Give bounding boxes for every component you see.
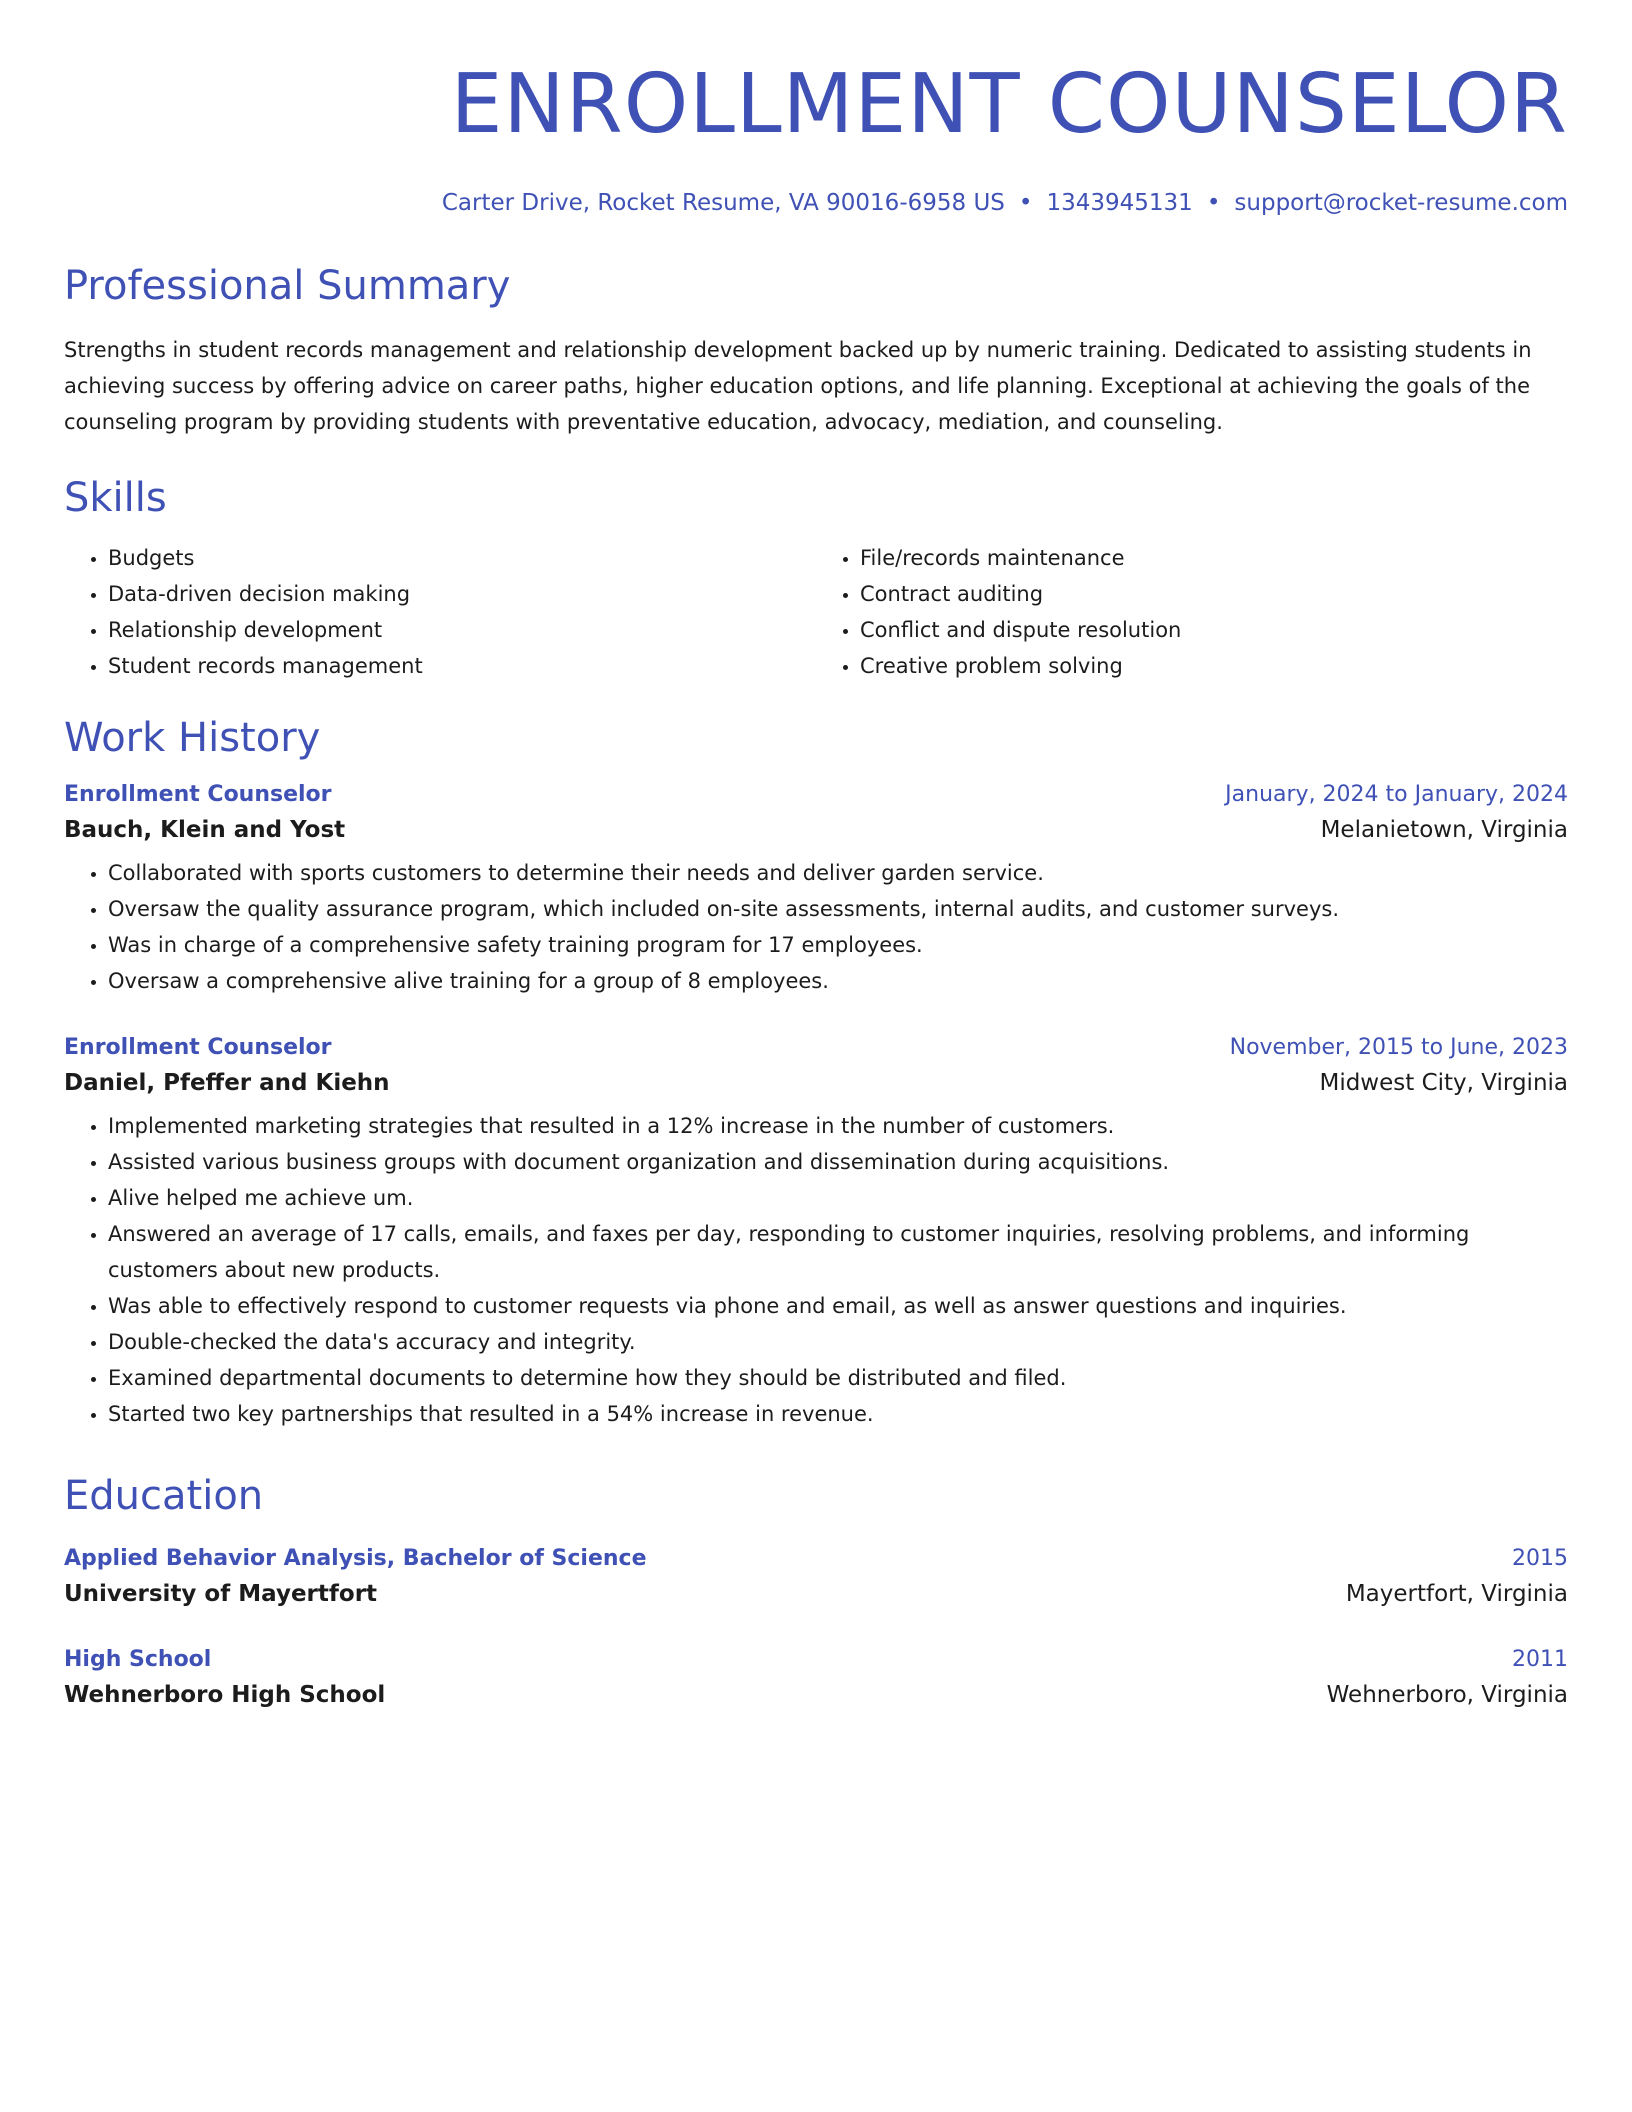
education-school: Wehnerboro High School [64, 1682, 386, 1708]
skill-item: • Creative problem solving [860, 648, 1568, 684]
summary-text: Strengths in student records management and relationship development backed up by numeric training. Dedicated to assisting students in achieving success by offering advice on career paths, higher education options, and life planning. Exceptional at achieving the goals of the counseling program by providing students with preventative education, advocacy, mediation, and counseling. [64, 338, 1532, 434]
education-entry [64, 1546, 1568, 1607]
education-school: University of Mayertfort [64, 1581, 378, 1607]
skills-list-right [816, 540, 1568, 684]
job-bullet: • Started two key partnerships that resulted in a 54% increase in revenue. [108, 1396, 1568, 1432]
job-company: Bauch, Klein and Yost [64, 817, 346, 843]
job-title: Enrollment Counselor [64, 1035, 332, 1060]
contact-separator: • [1206, 190, 1221, 216]
contact-email: support@rocket-resume.com [1234, 190, 1568, 216]
education-header-row [64, 1647, 1568, 1672]
skill-item: • Contract auditing [860, 576, 1568, 612]
resume-title: ENROLLMENT COUNSELOR [450, 57, 1568, 152]
contact-phone: 1343945131 [1046, 190, 1193, 216]
education-school-row [64, 1581, 1568, 1607]
skill-item: • Budgets [108, 540, 816, 576]
education-heading: Education [64, 1473, 264, 1519]
job-bullet: • Was in charge of a comprehensive safety training program for 17 employees. [108, 927, 1568, 963]
job-bullet: • Oversaw a comprehensive alive training for a group of 8 employees. [108, 963, 1568, 999]
education-school-row [64, 1682, 1568, 1708]
skills-list-left [64, 540, 816, 684]
job-bullet: • Alive helped me achieve um. [108, 1180, 1568, 1216]
skill-item: • Relationship development [108, 612, 816, 648]
job-company: Daniel, Pfeffer and Kiehn [64, 1070, 390, 1096]
skill-item: • Student records management [108, 648, 816, 684]
job-header-row [64, 1035, 1568, 1060]
job-bullet: • Collaborated with sports customers to determine their needs and deliver garden service. [108, 855, 1568, 891]
job-bullet: • Oversaw the quality assurance program, which included on-site assessments, internal audits, and customer surveys. [108, 891, 1568, 927]
job-bullet: • Was able to effectively respond to customer requests via phone and email, as well as answer questions and inquiries. [108, 1288, 1568, 1324]
work-history-heading: Work History [64, 715, 321, 761]
job-company-row [64, 1070, 1568, 1096]
job-bullets [64, 1108, 1568, 1432]
contact-separator: • [1018, 190, 1033, 216]
skill-item: • Conflict and dispute resolution [860, 612, 1568, 648]
education-entry [64, 1647, 1568, 1708]
job-company-row [64, 817, 1568, 843]
job-bullet: • Answered an average of 17 calls, emails, and faxes per day, responding to customer inquiries, resolving problems, and informing customers about new products. [108, 1216, 1568, 1288]
job-title: Enrollment Counselor [64, 782, 332, 807]
contact-address: Carter Drive, Rocket Resume, VA 90016-6958 US [441, 190, 1005, 216]
skill-item: • File/records maintenance [860, 540, 1568, 576]
education-header-row [64, 1546, 1568, 1571]
job-dates: November, 2015 to June, 2023 [1229, 1035, 1568, 1060]
education-location: Wehnerboro, Virginia [1326, 1682, 1568, 1708]
job-entry [64, 782, 1568, 999]
job-location: Melanietown, Virginia [1320, 817, 1568, 843]
job-bullet: • Assisted various business groups with document organization and dissemination during acquisitions. [108, 1144, 1568, 1180]
education-degree: Applied Behavior Analysis, Bachelor of Science [64, 1546, 647, 1571]
job-bullets [64, 855, 1568, 999]
education-location: Mayertfort, Virginia [1345, 1581, 1568, 1607]
job-location: Midwest City, Virginia [1319, 1070, 1568, 1096]
skills-grid [64, 540, 1568, 684]
job-header-row [64, 782, 1568, 807]
job-dates: January, 2024 to January, 2024 [1225, 782, 1568, 807]
education-year: 2015 [1512, 1546, 1568, 1571]
contact-line [64, 190, 1568, 216]
summary-heading: Professional Summary [64, 263, 511, 309]
job-entry [64, 1035, 1568, 1432]
skills-heading: Skills [64, 475, 167, 521]
skill-item: • Data-driven decision making [108, 576, 816, 612]
job-bullet: • Examined departmental documents to determine how they should be distributed and filed. [108, 1360, 1568, 1396]
job-bullet: • Double-checked the data's accuracy and integrity. [108, 1324, 1568, 1360]
job-bullet: • Implemented marketing strategies that resulted in a 12% increase in the number of customers. [108, 1108, 1568, 1144]
education-year: 2011 [1512, 1647, 1568, 1672]
education-degree: High School [64, 1647, 212, 1672]
